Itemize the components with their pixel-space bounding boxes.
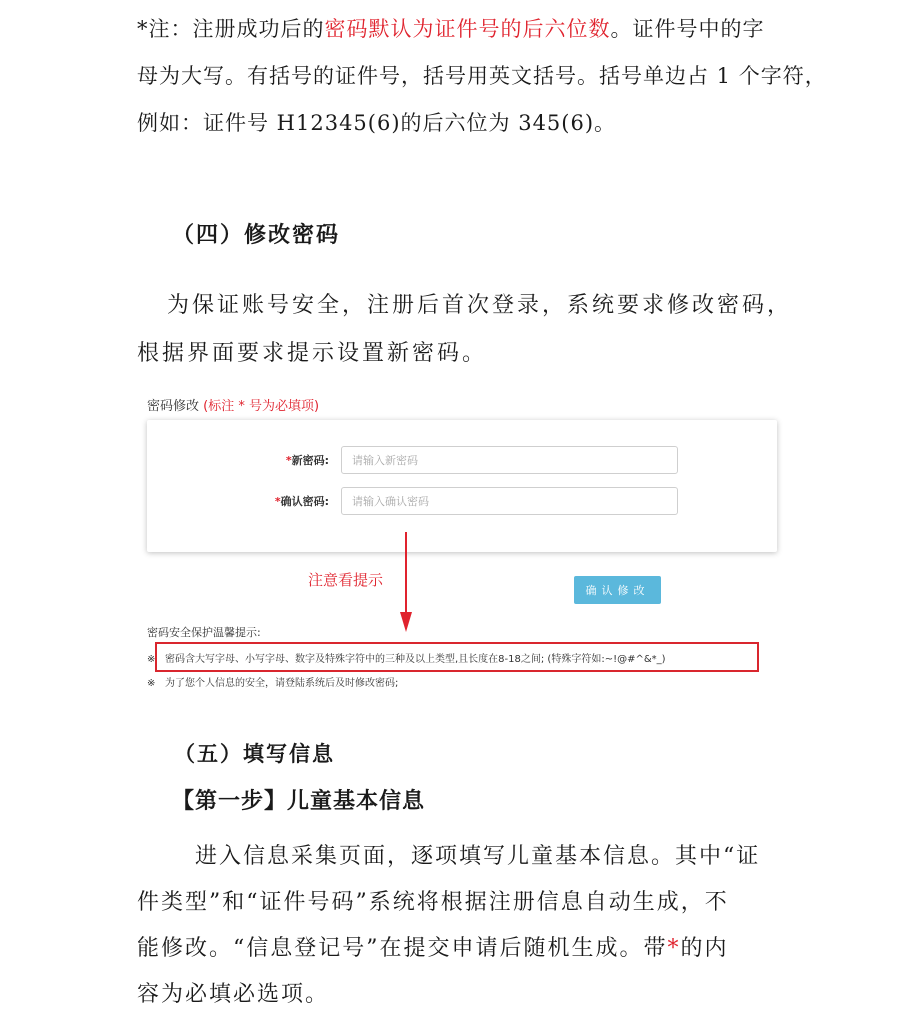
- password-note: [137, 6, 827, 147]
- body-text: 的内: [680, 936, 729, 961]
- tip-text: 为了您个人信息的安全，请登陆系统后及时修改密码;: [165, 678, 399, 689]
- body-line-3: [137, 926, 769, 972]
- password-form-card: [147, 420, 777, 552]
- confirm-password-row: [147, 487, 777, 515]
- body-text: 能修改。“信息登记号”在提交申请后随机生成。带: [137, 936, 668, 961]
- step-1-heading: 【第一步】儿童基本信息: [172, 788, 426, 814]
- confirm-password-label: [275, 493, 329, 509]
- required-star: *: [285, 454, 292, 467]
- note-highlight: 密码默认为证件号的后六位数: [324, 17, 611, 41]
- new-password-label-text: 新密码:: [291, 454, 329, 467]
- note-line-1: [137, 6, 769, 53]
- confirm-change-button[interactable]: 确认修改: [574, 576, 661, 604]
- intro-line-2: 根据界面要求提示设置新密码。: [137, 341, 488, 366]
- note-line-3: 例如：证件号 H12345(6)的后六位为 345(6)。: [137, 111, 617, 135]
- body-line-1: 进入信息采集页面，逐项填写儿童基本信息。其中“证: [195, 844, 761, 869]
- note-line-2: 母为大写。有括号的证件号，括号用英文括号。括号单边占 1 个字符，: [137, 64, 827, 88]
- section-4-intro: [137, 282, 793, 378]
- note-text: *注：注册成功后的: [137, 17, 325, 41]
- tip-item: [147, 674, 398, 689]
- required-hint: (标注 * 号为必填项): [203, 399, 320, 414]
- section-4-heading: （四）修改密码: [172, 222, 341, 248]
- section-5-body: [137, 834, 769, 1018]
- form-title: [147, 395, 319, 414]
- body-line-2: 件类型”和“证件号码”系统将根据注册信息自动生成，不: [137, 890, 729, 915]
- required-star: *: [667, 936, 681, 961]
- confirm-password-input[interactable]: [341, 487, 678, 515]
- body-line-4: 容为必填必选项。: [137, 982, 330, 1007]
- section-5-heading: （五）填写信息: [174, 741, 335, 766]
- confirm-password-label-text: 确认密码:: [280, 495, 329, 508]
- new-password-input[interactable]: [341, 446, 678, 474]
- tips-title: 密码安全保护温馨提示:: [147, 626, 261, 639]
- annotation-label: 注意看提示: [308, 571, 384, 589]
- required-star: *: [274, 495, 281, 508]
- reference-mark-icon: ※: [147, 678, 156, 689]
- note-text: 。证件号中的字: [610, 17, 765, 41]
- form-title-text: 密码修改: [147, 399, 200, 414]
- arrow-down-icon: [399, 532, 413, 632]
- intro-line-1: 为保证账号安全，注册后首次登录，系统要求修改密码，: [167, 293, 793, 318]
- new-password-row: [147, 446, 777, 474]
- tip-item: [147, 650, 666, 665]
- new-password-label: [286, 452, 329, 468]
- password-change-screenshot: [137, 386, 777, 696]
- reference-mark-icon: ※: [147, 654, 156, 665]
- tip-text: 密码含大写字母、小写字母、数字及特殊字符中的三种及以上类型,且长度在8-18之间; (特殊字符如:~!@#^&*_): [165, 654, 666, 665]
